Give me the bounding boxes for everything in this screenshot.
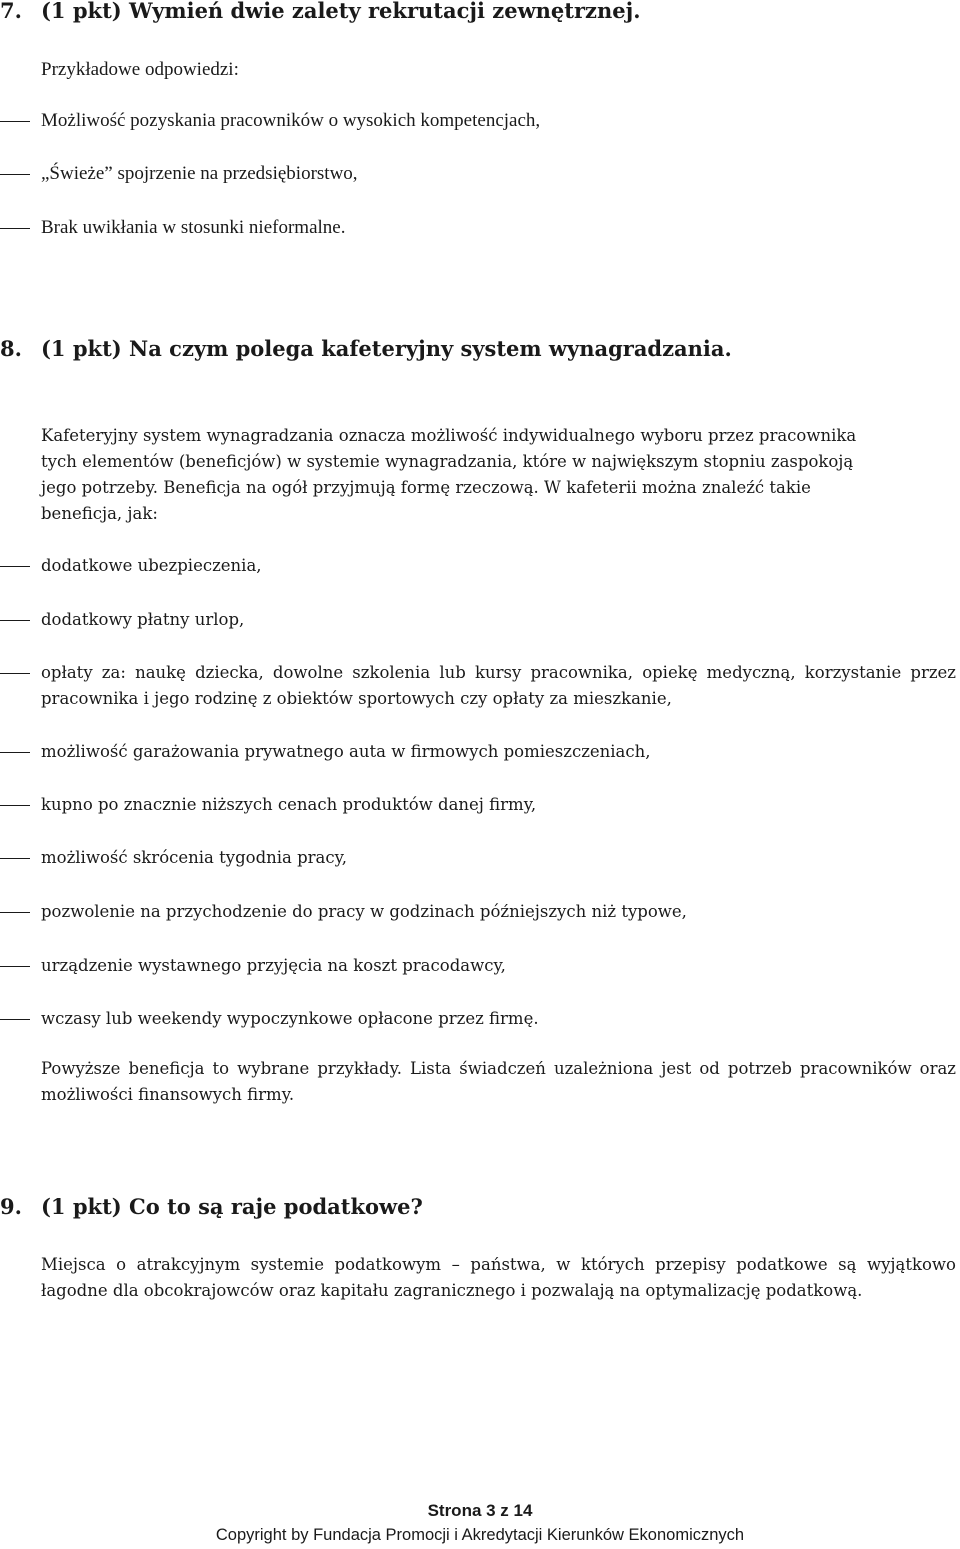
question-8-item-4: możliwość garażowania prywatnego auta w firmowych pomieszczeniach, [41,742,651,761]
question-8-paragraph-line-1: Kafeteryjny system wynagradzania oznacza możliwość indywidualnego wyboru przez pracownika [41,426,857,445]
dash-marker [0,966,30,967]
question-7-item-3: Brak uwikłania w stosunki nieformalne. [41,217,346,238]
question-8-item-6: możliwość skrócenia tygodnia pracy, [41,848,348,867]
question-8-item-1: dodatkowe ubezpieczenia, [41,556,262,575]
question-9-answer: Miejsca o atrakcyjnym systemie podatkowym – państwa, w których przepisy podatkowe są wyjątkowo łagodne dla obcokrajowców oraz kapitału zagranicznego i pozwalają na optymalizację podatkową. [41,1255,956,1300]
question-7-title: (1 pkt) Wymień dwie zalety rekrutacji zewnętrznej. [41,0,641,23]
question-7-intro: Przykładowe odpowiedzi: [41,59,239,80]
dash-marker [0,858,30,859]
question-7-number: 7. [0,0,22,23]
dash-marker [0,673,30,674]
dash-marker [0,1019,30,1020]
dash-marker [0,174,30,175]
question-8-item-5: kupno po znacznie niższych cenach produktów danej firmy, [41,795,537,814]
question-8-item-9: wczasy lub weekendy wypoczynkowe opłacone przez firmę. [41,1009,539,1028]
dash-marker [0,228,30,229]
question-9-number: 9. [0,1194,22,1219]
question-9-title: (1 pkt) Co to są raje podatkowe? [41,1194,423,1219]
question-8-closing: Powyższe beneficja to wybrane przykłady. Lista świadczeń uzależniona jest od potrzeb pracowników oraz możliwości finansowych firmy. [41,1059,956,1104]
question-7-item-1: Możliwość pozyskania pracowników o wysokich kompetencjach, [41,110,541,131]
question-8-number: 8. [0,336,22,361]
question-8-item-8: urządzenie wystawnego przyjęcia na koszt pracodawcy, [41,956,506,975]
question-8-paragraph-line-4: beneficja, jak: [41,504,158,523]
dash-marker [0,566,30,567]
dash-marker [0,752,30,753]
question-8-title: (1 pkt) Na czym polega kafeteryjny system wynagradzania. [41,336,732,361]
question-7-item-2: „Świeże” spojrzenie na przedsiębiorstwo, [41,163,358,184]
footer-page-number: Strona 3 z 14 [427,1501,533,1520]
footer-copyright: Copyright by Fundacja Promocji i Akredytacji Kierunków Ekonomicznych [215,1526,745,1544]
question-8-item-7: pozwolenie na przychodzenie do pracy w godzinach późniejszych niż typowe, [41,902,687,921]
dash-marker [0,121,30,122]
dash-marker [0,912,30,913]
dash-marker [0,620,30,621]
question-8-item-3: opłaty za: naukę dziecka, dowolne szkolenia lub kursy pracownika, opiekę medyczną, korzystanie przez pracownika i jego rodzinę z obiektów sportowych czy opłaty za mieszkanie, [41,663,956,708]
question-8-item-2: dodatkowy płatny urlop, [41,610,245,629]
question-8-paragraph-line-2: tych elementów (beneficjów) w systemie wynagradzania, które w największym stopniu zaspokoją [41,452,854,471]
dash-marker [0,805,30,806]
question-8-paragraph-line-3: jego potrzeby. Beneficja na ogół przyjmują formę rzeczową. W kafeterii można znaleźć takie [41,478,811,497]
